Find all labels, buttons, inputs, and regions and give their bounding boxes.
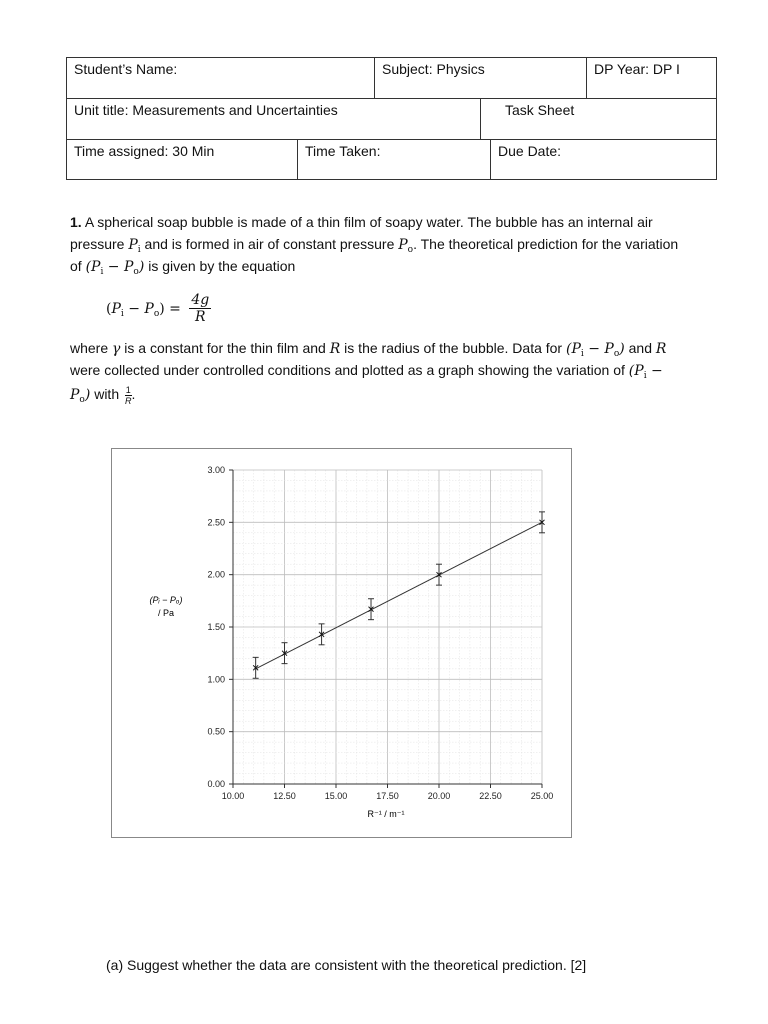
q1-text: is a constant for the thin film and — [120, 340, 330, 356]
x-tick-label: 17.50 — [376, 791, 399, 801]
y-tick-label: 1.50 — [207, 622, 225, 632]
pressure-vs-inverse-radius-graph — [112, 449, 573, 839]
student-name-cell — [67, 58, 375, 98]
time-taken-label: Time Taken: — [305, 143, 381, 159]
symbol: P — [111, 300, 121, 317]
question-1-line-3 — [70, 255, 710, 283]
q1-text: pressure — [70, 236, 129, 252]
subscript: o — [407, 245, 414, 255]
header-row-1 — [67, 58, 716, 99]
unit-title-cell — [67, 99, 481, 139]
equation: $(P_i - P_o)$ = $\frac{4g}{R}$ — [106, 292, 210, 325]
symbol: P — [91, 259, 101, 275]
q1-text: . The theoretical prediction for the variation — [413, 236, 679, 252]
y-axis-unit: / Pa — [157, 608, 175, 618]
subscript: o — [153, 308, 160, 319]
q1-text: were collected under controlled conditions and plotted as a graph showing the variation of — [70, 362, 629, 378]
symbol-r: R — [329, 341, 341, 357]
x-tick-label: 22.50 — [479, 791, 502, 801]
symbol: P — [634, 363, 644, 379]
header-table — [66, 57, 717, 180]
y-tick-label: 2.00 — [207, 569, 225, 580]
subject-cell — [374, 58, 587, 98]
question-number: 1. — [70, 214, 82, 230]
symbol: P — [70, 387, 80, 403]
y-tick-label: 1.00 — [207, 674, 225, 685]
task-sheet-cell — [480, 99, 717, 139]
student-name-label: Student’s Name: — [74, 61, 178, 77]
question-part-a: (a) Suggest whether the data are consistent with the theoretical prediction. [2] — [106, 957, 587, 973]
pressure-difference: $(P_i - P_o)$ — [85, 259, 145, 277]
equation-denominator: R — [195, 309, 206, 325]
question-1-line-1 — [70, 211, 710, 233]
header-row-3 — [67, 140, 716, 180]
subscript: i — [100, 267, 104, 277]
unit-title-label: Unit title: Measurements and Uncertainties — [74, 102, 338, 118]
q1-text: where — [70, 340, 113, 356]
subscript: i — [137, 245, 141, 255]
y-tick-label: 0.00 — [207, 779, 225, 789]
x-tick-label: 15.00 — [324, 791, 348, 801]
symbol: P — [128, 237, 138, 253]
subscript: o — [133, 267, 139, 277]
header-row-2 — [67, 99, 716, 140]
grid — [233, 470, 542, 784]
dp-year-label: DP Year: DP I — [594, 61, 680, 77]
pressure-difference-open: ($P_i$ − — [628, 363, 663, 381]
subscript: i — [120, 308, 124, 319]
q1-text: and — [624, 340, 656, 356]
one-over-r — [125, 385, 132, 406]
subscript: i — [643, 371, 647, 381]
time-assigned-cell — [67, 140, 298, 180]
q1-text: of — [70, 258, 86, 274]
symbol-gamma: γ — [112, 341, 121, 357]
x-tick-label: 25.00 — [530, 791, 554, 801]
subscript: o — [613, 349, 620, 359]
symbol: P — [604, 341, 614, 357]
equation-numerator: 4g — [191, 292, 210, 308]
symbol: P — [398, 237, 408, 253]
x-tick-label: 12.50 — [273, 791, 296, 801]
q1-text: is given by the equation — [144, 258, 296, 274]
frac-denominator: R — [125, 395, 132, 406]
symbol: P — [124, 259, 134, 275]
time-taken-cell — [297, 140, 491, 180]
y-tick-label: 3.00 — [207, 465, 225, 475]
dp-year-cell — [586, 58, 717, 98]
subscript: o — [79, 395, 85, 405]
equation-fraction — [189, 292, 211, 325]
q1-text-line1: A spherical soap bubble is made of a thin film of soapy water. The bubble has an internal air — [84, 214, 653, 230]
pressure-difference-close: $P_o$) — [70, 387, 91, 405]
data-series — [253, 512, 545, 678]
due-date-cell — [490, 140, 717, 180]
q1-text: is the radius of the bubble. Data for — [340, 340, 566, 356]
frac-numerator: 1 — [125, 384, 131, 395]
pressure-difference: $(P_i - P_o)$ — [566, 341, 625, 359]
question-1-line-6: $P_o$) with $\frac{1}{R}$ . — [70, 384, 136, 406]
symbol-r: R — [655, 341, 667, 357]
q1-text: and is formed in air of constant pressure — [140, 236, 399, 252]
due-date-label: Due Date: — [498, 143, 562, 159]
ticks — [207, 465, 553, 801]
subscript: i — [580, 349, 584, 359]
symbol-pi — [128, 237, 140, 253]
x-axis-label: R⁻¹ / m⁻¹ — [367, 809, 405, 819]
task-sheet-label: Task Sheet — [505, 102, 575, 118]
graph-frame — [111, 448, 572, 838]
subject-label: Subject: Physics — [382, 61, 485, 77]
y-tick-label: 2.50 — [207, 517, 225, 528]
symbol-po — [398, 237, 413, 253]
y-axis-label: (Pᵢ − Pₒ) — [149, 595, 183, 605]
symbol: P — [571, 341, 581, 357]
x-tick-label: 20.00 — [427, 791, 451, 801]
time-assigned-label: Time assigned: 30 Min — [74, 143, 215, 159]
q1-text: with — [90, 386, 123, 402]
y-tick-label: 0.50 — [207, 726, 225, 737]
best-fit-line — [256, 522, 542, 669]
x-tick-label: 10.00 — [221, 791, 245, 801]
symbol: P — [144, 300, 154, 317]
